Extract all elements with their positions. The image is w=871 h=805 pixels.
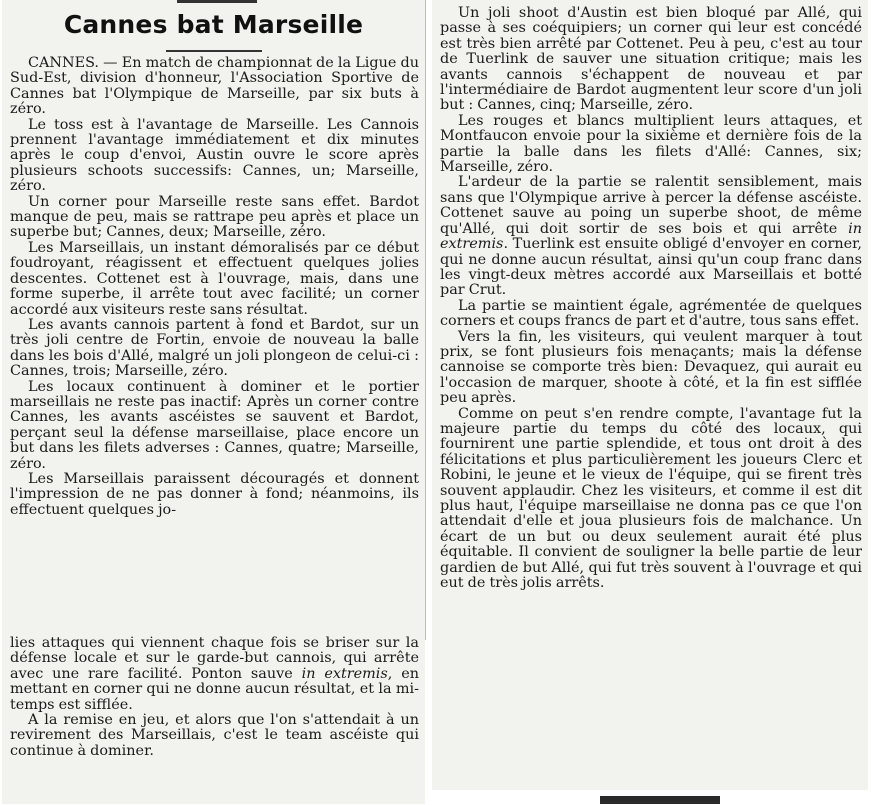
paragraph-third-goal: Les avants cannois partent à fond et Bardot, sur un très joli centre de Fortin, envoie de nouveau la balle dans les bois d'Allé, malgré un joli plongeon de celui-ci : Cannes, trois; Marseille, zéro. [10,316,419,380]
article-column-right [432,0,868,591]
article-headline: Cannes bat Marseille [63,10,364,39]
paragraph-discouraged-start: Les Marseillais paraissent découragés et donnent l'impression de ne pas donner à fond; néanmoins, ils effectuent quelques jo- [10,470,419,518]
paragraph-slowdown: L'ardeur de la partie se ralentit sensiblement, mais sans que l'Olympique arrive à percer la défense ascéiste. Cottenet sauve au poing un superbe shoot, de même qu'Allé, qui doit sortir de ses bois et qui arrête in extremis. Tuerlink est ensuite obligé d'envoyer en corner, qui ne donne aucun résultat, ainsi qu'un coup franc dans les vingt-deux mètres accordé aux Marseillais et botté par Crut. [440,174,862,299]
paragraph-intro: CANNES. — En match de championnat de la Ligue du Sud-Est, division d'honneur, l'Association Sportive de Cannes bat l'Olympique de Marseille, par six buts à zéro. [10,55,419,118]
article-clipping-left-bottom [2,632,425,804]
paragraph-fourth-goal: Les locaux continuent à dominer et le portier marseillais ne reste pas inactif: Après un corner contre Cannes, les avants ascéistes se sauvent et Bardot, perçant seul la défense marseillaise, place encore un but dans les filets adverses : Cannes, quatre; Marseille, zéro. [10,378,419,472]
headline-rule [166,50,262,52]
article-column-left-continued [2,632,425,759]
article-column-left [2,56,425,518]
paragraph-even-play: La partie se maintient égale, agrémentée de quelques corners et coups francs de part et d'autre, tous sans effet. [440,297,862,330]
paragraph-marseille-reaction: Les Marseillais, un instant démoralisés par ce début foudroyant, réagissent et effectuent quelques jolies descentes. Cottenet est à l'ouvrage, mais, dans une forme superbe, il arrête tout avec facilité; un corner accordé aux visiteurs reste sans résultat. [10,239,419,318]
paragraph-second-half: A la remise en jeu, et alors que l'on s'attendait à un revirement des Marseillais, c'est le team ascéiste qui continue à dominer. [10,712,419,759]
paragraph-fifth-goal: Un joli shoot d'Austin est bien bloqué par Allé, qui passe à ses coéquipiers; un corner qui leur est concédé est très bien arrêté par Cottenet. Peu à peu, c'est au tour de Tuerlink de sauver une situation critique; mais les avants cannois s'échappent de nouveau et par l'intermédiaire de Bardot augmentent leur score d'un joli but : Cannes, cinq; Marseille, zéro. [440,5,862,114]
top-rule [177,0,257,3]
paragraph-discouraged-end: lies attaques qui viennent chaque fois se briser sur la défense locale et sur le garde-but cannois, qui arrête avec une rare facilité. Ponton sauve in extremis, en mettant en corner qui ne donne aucun résultat, et la mi-temps est sifflée. [10,635,419,713]
paragraph-end-of-match: Vers la fin, les visiteurs, qui veulent marquer à tout prix, se font plusieurs fois menaçants; mais la défense cannoise se comporte très bien: Devaquez, qui aurait eu l'occasion de marquer, shoote à côté, et la fin est sifflée peu après. [440,328,862,407]
paragraph-conclusion: Comme on peut s'en rendre compte, l'avantage fut la majeure partie du temps du côté des locaux, qui fournirent une partie splendide, et tous ont droit à des félicitations et plus particulièrement les joueurs Clerc et Robini, le jeune et le vieux de l'équipe, qui se firent très souvent applaudir. Chez les visiteurs, et comme il est dit plus haut, l'équipe marseillaise ne donna pas ce que l'on attendait d'elle et joua plusieurs fois de malchance. Un écart de un but ou deux seulement aurait été plus équitable. Il convient de souligner la belle partie de leur gardien de but Allé, qui fut très souvent à l'ouvrage et qui eut de très jolis arrêts. [440,405,862,592]
paragraph-second-goal: Un corner pour Marseille reste sans effet. Bardot manque de peu, mais se rattrape peu après et place un superbe but; Cannes, deux; Marseille, zéro. [10,193,419,241]
dateline: CANNES. [28,55,100,71]
paragraph-sixth-goal: Les rouges et blancs multiplient leurs attaques, et Montfaucon envoie pour la sixième et dernière fois de la partie la balle dans les filets d'Allé: Cannes, six; Marseille, zéro. [440,112,862,176]
next-headline-fragment [600,796,720,804]
article-clipping-left-top [2,0,426,640]
paragraph-toss: Le toss est à l'avantage de Marseille. Les Cannois prennent l'avantage immédiatement et dix minutes après le coup d'envoi, Austin ouvre le score après plusieurs schoots successifs: Cannes, un; Marseille, zéro. [10,116,419,195]
article-clipping-right [432,0,868,790]
